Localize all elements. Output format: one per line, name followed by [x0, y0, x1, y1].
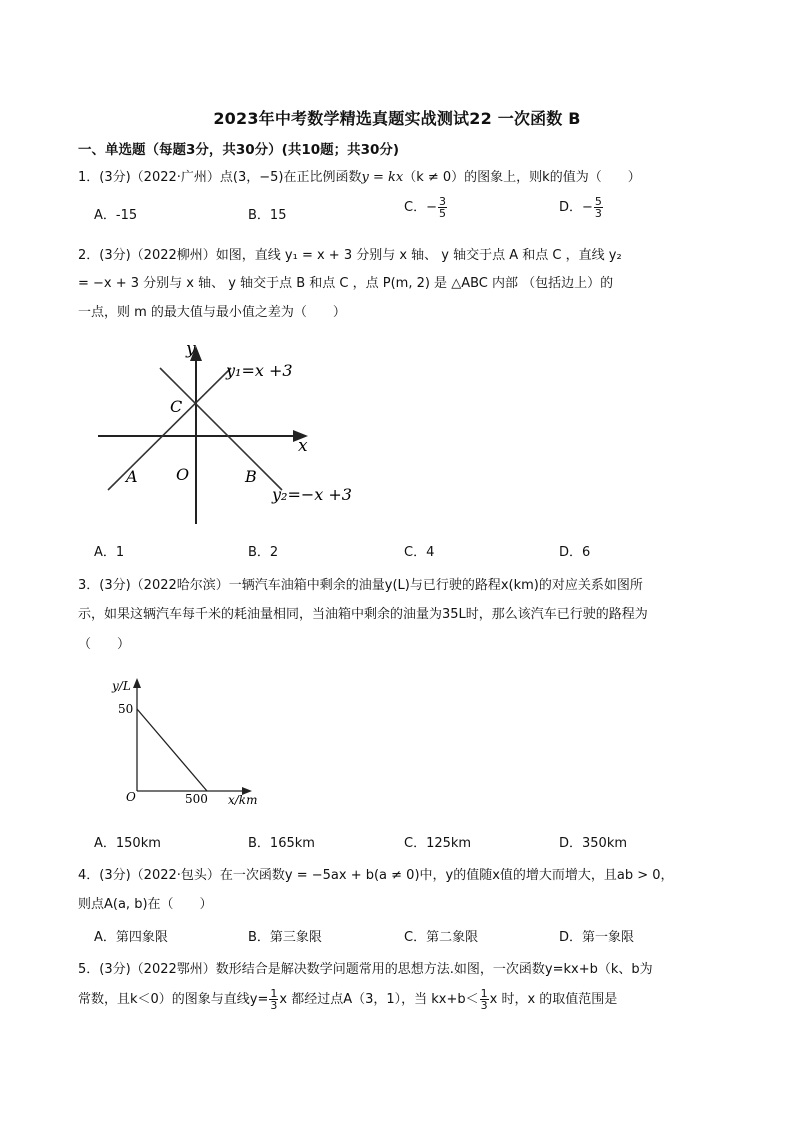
q2-point-a: A	[126, 467, 138, 486]
q1-option-c	[404, 196, 448, 219]
q3-fuel-line	[137, 709, 207, 791]
q1-option-a: A．-15	[94, 208, 138, 223]
q5-fraction-2: $\frac{1}{3}$	[480, 987, 488, 1012]
q5-line-1: 5．(3分)（2022鄂州）数形结合是解决数学问题常用的思想方法.如图，一次函数y=kx+b（k、b为	[78, 962, 653, 977]
q4-line-2: 则点A(a, b)在（ ）	[78, 897, 213, 912]
question-1-stem	[78, 166, 641, 185]
q2-line-2: = −x + 3 分别与 x 轴、 y 轴交于点 B 和点 C ，点 P(m, 2) 是 △ABC 内部 （包括边上）的	[78, 276, 614, 291]
page-title: 2023年中考数学精选真题实战测试22 一次函数 B	[213, 109, 581, 128]
q5-line-2b: x 都经过点A（3，1），当 kx+b＜	[279, 992, 479, 1007]
q2-line1-label: y₁=x +3	[226, 361, 293, 380]
q3-option-b: B．165km	[248, 836, 315, 851]
q2-figure	[90, 338, 390, 530]
q5-line-2c: x 时，x 的取值范围是	[489, 992, 618, 1007]
q1-option-c-fraction: $\frac{3}{5}$	[438, 195, 446, 220]
q2-point-b: B	[245, 467, 257, 486]
q4-line-1: 4．(3分)（2022·包头）在一次函数y = −5ax + b(a ≠ 0)中，y的值随x值的增大而增大，且ab > 0，	[78, 868, 674, 883]
q1-option-d-label: D．−	[559, 200, 593, 215]
q3-line-2: 示，如果这辆汽车每千米的耗油量相同，当油箱中剩余的油量为35L时，那么该汽车已行驶的路程为	[78, 607, 648, 622]
q2-option-d: D．6	[559, 545, 591, 560]
q4-option-c: C．第二象限	[404, 930, 479, 945]
q2-option-b: B．2	[248, 545, 279, 560]
q3-option-a: A．150km	[94, 836, 161, 851]
q3-y-tick-50: 50	[118, 702, 134, 716]
q3-figure	[100, 672, 280, 812]
q2-x-label: x	[298, 436, 308, 456]
q2-y-label: y	[186, 339, 196, 359]
q1-stem-c: （k ≠ 0）的图象上，则k的值为（ ）	[403, 170, 641, 185]
q1-stem-a: 1．(3分)（2022·广州）点(3，−5)在正比例函数	[78, 170, 362, 185]
q3-origin-o: O	[126, 790, 136, 804]
q2-option-c: C．4	[404, 545, 435, 560]
section-heading: 一、单选题（每题3分，共30分）(共10题；共30分)	[78, 142, 400, 158]
q1-option-d-fraction: $\frac{5}{3}$	[594, 195, 602, 220]
q3-option-c: C．125km	[404, 836, 472, 851]
q2-option-a: A．1	[94, 545, 125, 560]
q5-line-2a: 常数，且k＜0）的图象与直线y=	[78, 992, 269, 1007]
q2-point-c: C	[170, 397, 183, 416]
q2-line-3: 一点，则 m 的最大值与最小值之差为（ ）	[78, 305, 346, 320]
q1-option-b: B．15	[248, 208, 287, 223]
q3-x-label: x/km	[228, 793, 258, 807]
q1-stem-b: y = kx	[361, 170, 404, 185]
q2-line2-label: y₂=−x +3	[272, 485, 352, 504]
q4-option-d: D．第一象限	[559, 930, 635, 945]
q3-option-d: D．350km	[559, 836, 628, 851]
q3-line-1: 3．(3分)（2022哈尔滨）一辆汽车油箱中剩余的油量y(L)与已行驶的路程x(km)的对应关系如图所	[78, 578, 643, 593]
q4-option-b: B．第三象限	[248, 930, 322, 945]
q3-line-3: （ ）	[78, 637, 131, 652]
q2-origin-o: O	[176, 465, 190, 484]
q5-line-2	[78, 988, 617, 1011]
q4-option-a: A．第四象限	[94, 930, 168, 945]
q5-fraction-1: $\frac{1}{3}$	[270, 987, 278, 1012]
q3-y-arrow-icon	[133, 678, 141, 688]
q1-option-d	[559, 196, 604, 219]
q2-line-1: 2．(3分)（2022柳州）如图，直线 y₁ = x + 3 分别与 x 轴、 y 轴交于点 A 和点 C ，直线 y₂	[78, 248, 622, 263]
q3-x-tick-500: 500	[185, 792, 208, 806]
q1-option-c-label: C．−	[404, 200, 437, 215]
q3-y-label: y/L	[112, 679, 131, 693]
